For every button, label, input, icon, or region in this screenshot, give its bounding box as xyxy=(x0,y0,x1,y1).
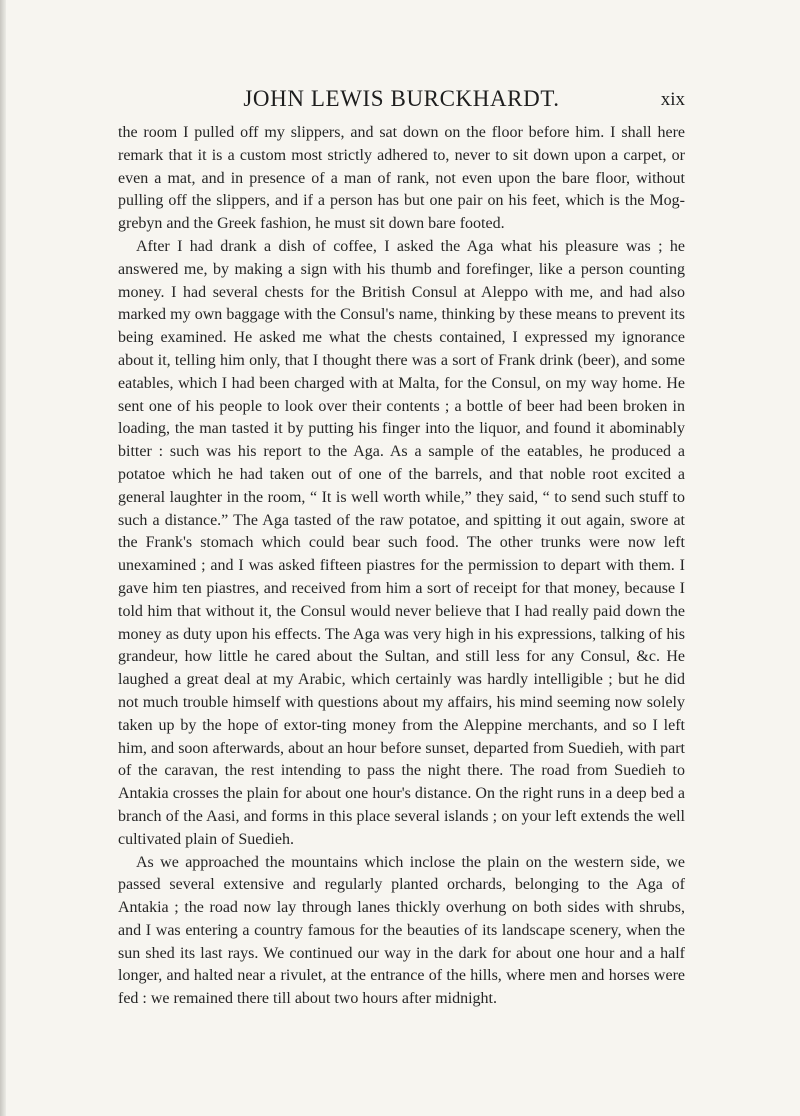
running-head xyxy=(118,86,685,114)
paragraph-2: After I had drank a dish of coffee, I asked the Aga what his pleasure was ; he answered me, by making a sign with his thumb and forefinger, like a person counting money. I had several chests for the British Consul at Aleppo with me, and had also marked my own baggage with the Consul's name, thinking by these means to prevent its being examined. He asked me what the chests contained, I expressed my ignorance about it, telling him only, that I thought there was a sort of Frank drink (beer), and some eatables, which I had been charged with at Malta, for the Consul, on my way home. He sent one of his people to look over their contents ; a bottle of beer had been broken in loading, the man tasted it by putting his finger into the liquor, and found it abominably bitter : such was his report to the Aga. As a sample of the eatables, he produced a potatoe which he had taken out of one of the barrels, and that noble root excited a general laughter in the room, “ It is well worth while,” they said, “ to send such stuff to such a distance.” The Aga tasted of the raw potatoe, and spitting it out again, swore at the Frank's stomach which could bear such food. The other trunks were now left unexamined ; and I was asked fifteen piastres for the permission to depart with them. I gave him ten piastres, and received from him a sort of receipt for that money, because I told him that without it, the Consul would never believe that I had really paid down the money as duty upon his effects. The Aga was very high in his expressions, talking of his grandeur, how little he cared about the Sultan, and still less for any Consul, &c. He laughed a great deal at my Arabic, which certainly was hardly intelligible ; but he did not much trouble himself with questions about my affairs, his mind seeming now solely taken up by the hope of extor-ting money from the Aleppine merchants, and so I left him, and soon afterwards, about an hour before sunset, departed from Suedieh, with part of the caravan, the rest intending to pass the night there. The road from Suedieh to Antakia crosses the plain for about one hour's distance. On the right runs in a deep bed a branch of the Aasi, and forms in this place several islands ; on your left extends the well cultivated plain of Suedieh. xyxy=(118,237,685,848)
page-gutter-shadow xyxy=(0,0,6,1116)
paragraph-3: As we approached the mountains which inclose the plain on the western side, we passed several extensive and regularly planted orchards, belonging to the Aga of Antakia ; the road now lay through lanes thickly overhung on both sides with shrubs, and I was entering a country famous for the beauties of its landscape scenery, when the sun shed its last rays. We continued our way in the dark for about one hour and a half longer, and halted near a rivulet, at the entrance of the hills, where men and horses were fed : we remained there till about two hours after midnight. xyxy=(118,853,685,1008)
page-number: xix xyxy=(660,89,685,110)
running-title: JOHN LEWIS BURCKHARDT. xyxy=(243,86,560,111)
body-text xyxy=(118,122,685,1011)
paragraph-1: the room I pulled off my slippers, and sat down on the floor before him. I shall here remark that it is a custom most strictly adhered to, never to sit down upon a carpet, or even a mat, and in presence of a man of rank, not even upon the bare floor, without pulling off the slippers, and if a person has but one pair on his feet, which is the Mog-grebyn and the Greek fashion, he must sit down bare footed. xyxy=(118,124,685,233)
